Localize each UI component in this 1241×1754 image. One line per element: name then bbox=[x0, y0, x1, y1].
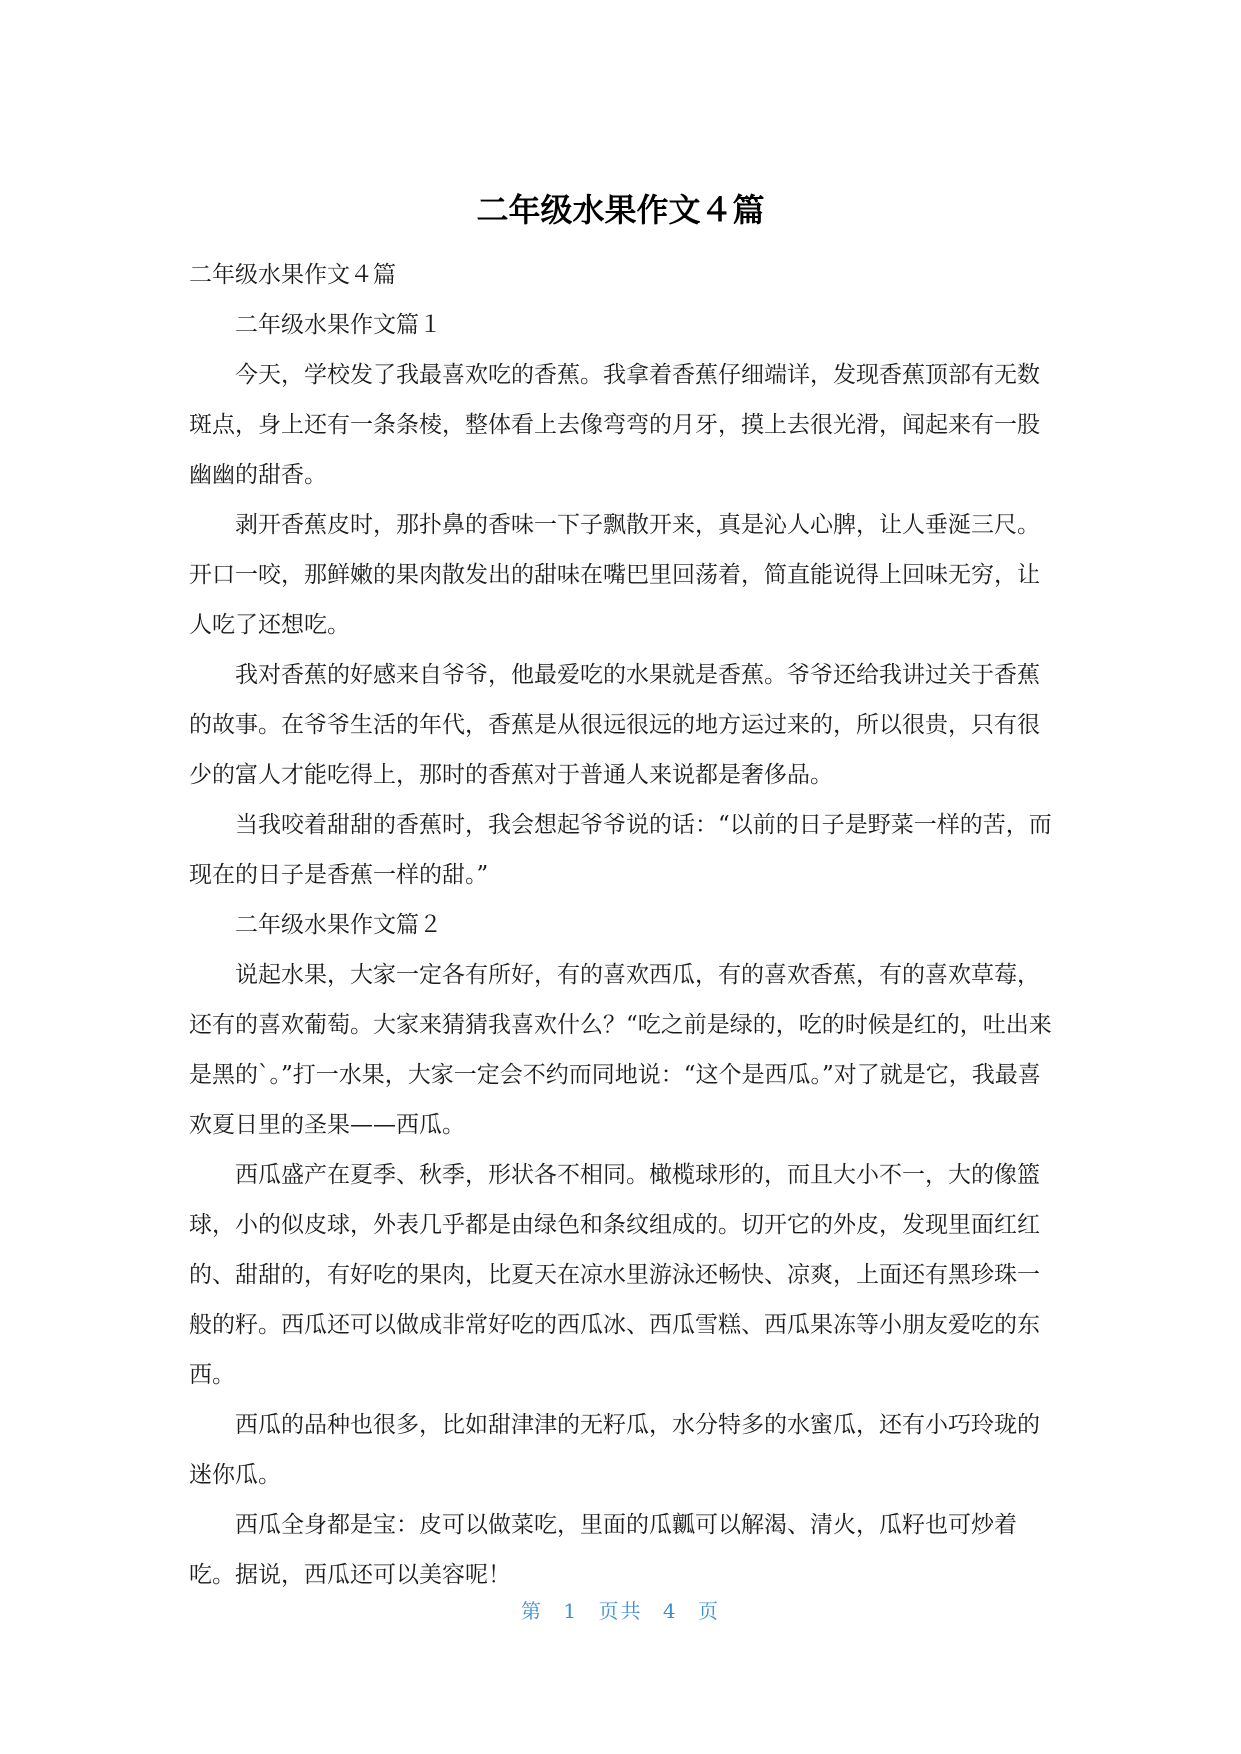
paragraph: 剥开香蕉皮时，那扑鼻的香味一下子飘散开来，真是沁人心脾，让人垂涎三尺。开口一咬，那鲜嫩的果肉散发出的甜味在嘴巴里回荡着，简直能说得上回味无穷，让人吃了还想吃。 bbox=[189, 512, 1040, 638]
footer-label-page: 第 bbox=[521, 1599, 544, 1623]
page-footer bbox=[0, 1596, 1241, 1626]
footer-total-pages: 4 bbox=[662, 1599, 678, 1623]
paragraph-subtitle: 二年级水果作文４篇 bbox=[189, 262, 396, 288]
paragraph: 西瓜全身都是宝：皮可以做菜吃，里面的瓜瓤可以解渴、清火，瓜籽也可炒着吃。据说，西瓜还可以美容呢！ bbox=[189, 1512, 1017, 1588]
paragraph: 今天，学校发了我最喜欢吃的香蕉。我拿着香蕉仔细端详，发现香蕉顶部有无数斑点，身上还有一条条棱，整体看上去像弯弯的月牙，摸上去很光滑，闻起来有一股幽幽的甜香。 bbox=[189, 362, 1040, 488]
paragraph: 我对香蕉的好感来自爷爷，他最爱吃的水果就是香蕉。爷爷还给我讲过关于香蕉的故事。在爷爷生活的年代，香蕉是从很远很远的地方运过来的，所以很贵，只有很少的富人才能吃得上，那时的香蕉对于普通人来说都是奢侈品。 bbox=[189, 662, 1040, 788]
document-title: 二年级水果作文４篇 bbox=[476, 191, 765, 229]
footer-current-page: 1 bbox=[563, 1599, 579, 1623]
paragraph: 当我咬着甜甜的香蕉时，我会想起爷爷说的话：“以前的日子是野菜一样的苦，而现在的日子是香蕉一样的甜。” bbox=[189, 812, 1052, 888]
paragraph: 说起水果，大家一定各有所好，有的喜欢西瓜，有的喜欢香蕉，有的喜欢草莓，还有的喜欢葡萄。大家来猜猜我喜欢什么？“吃之前是绿的，吃的时候是红的，吐出来是黑的`。”打一水果，大家一定会不约而同地说：“这个是西瓜。”对了就是它，我最喜欢夏日里的圣果——西瓜。 bbox=[189, 962, 1052, 1138]
section-heading-1: 二年级水果作文篇１ bbox=[235, 312, 442, 338]
footer-label-pages: 页 bbox=[697, 1599, 720, 1623]
paragraph: 西瓜盛产在夏季、秋季，形状各不相同。橄榄球形的，而且大小不一，大的像篮球，小的似皮球，外表几乎都是由绿色和条纹组成的。切开它的外皮，发现里面红红的、甜甜的，有好吃的果肉，比夏天在凉水里游泳还畅快、凉爽，上面还有黑珍珠一般的籽。西瓜还可以做成非常好吃的西瓜冰、西瓜雪糕、西瓜果冻等小朋友爱吃的东西。 bbox=[189, 1162, 1040, 1388]
footer-label-of: 页共 bbox=[598, 1599, 643, 1623]
section-heading-2: 二年级水果作文篇２ bbox=[235, 912, 442, 938]
paragraph: 西瓜的品种也很多，比如甜津津的无籽瓜，水分特多的水蜜瓜，还有小巧玲珑的迷你瓜。 bbox=[189, 1412, 1040, 1488]
document-body bbox=[189, 250, 1061, 1600]
